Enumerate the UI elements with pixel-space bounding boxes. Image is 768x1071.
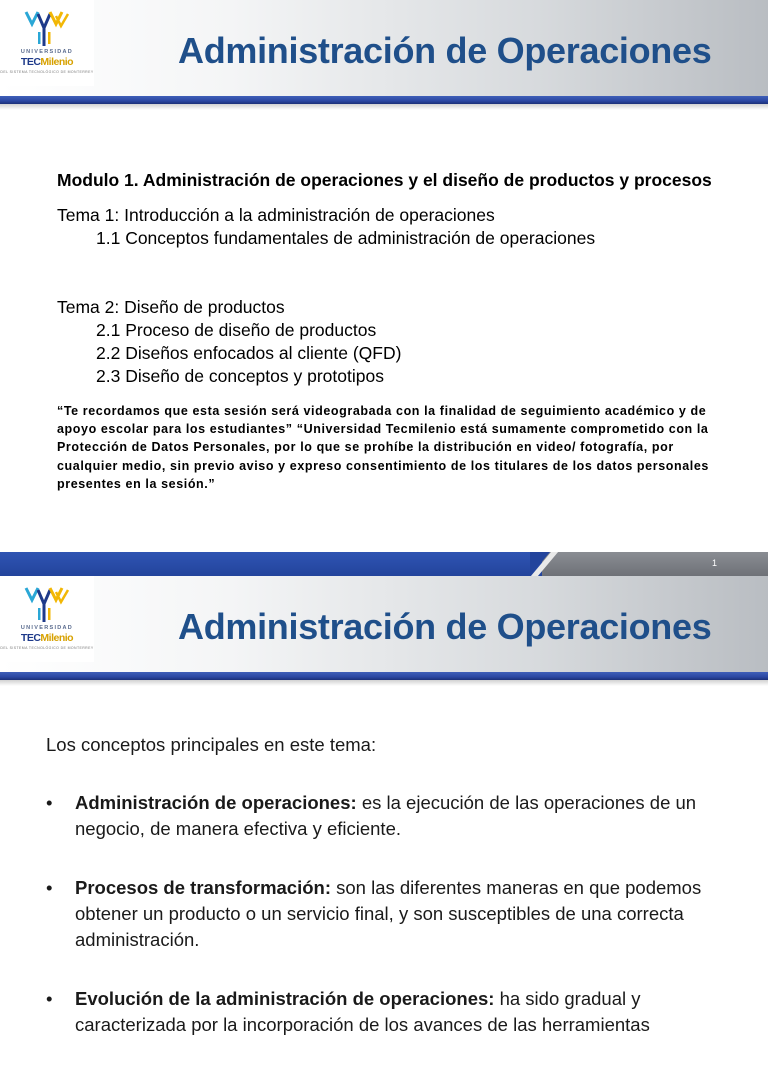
- slide-2: [0, 576, 768, 1035]
- topic-2-heading: Tema 2: Diseño de productos: [57, 297, 285, 317]
- logo-emblem-icon: [18, 586, 76, 624]
- logo-university-text: UNIVERSIDAD: [20, 625, 74, 631]
- header-shadow: [0, 104, 768, 110]
- footer-gray-band: [536, 552, 768, 576]
- bullet-dot: •: [46, 988, 53, 1009]
- privacy-notice: “Te recordamos que esta sesión será videograbada con la finalidad de seguimiento académico y de apoyo escolar para los estudiantes” “Universidad Tecmilenio está sumamente comprometido con la Protección de Datos Personales, por lo que se prohíbe la distribución en video/ fotografía, por cualquier medio, sin previo aviso y expreso consentimiento de los titulares de los datos personales presentes en la sesión.”: [57, 404, 709, 491]
- bullet-item: [46, 790, 736, 842]
- page-number: 1: [712, 558, 718, 568]
- bullet-text: son las diferentes maneras en que podemos obtener un producto o un servicio final, y son susceptibles de una correcta administración.: [75, 877, 702, 950]
- bullet-text: es la ejecución de las operaciones de un negocio, de manera efectiva y eficiente.: [75, 792, 697, 839]
- bullet-term: Administración de operaciones:: [75, 792, 357, 813]
- module-title: Modulo 1. Administración de operaciones y el diseño de productos y procesos: [57, 170, 712, 190]
- slide-title: Administración de Operaciones: [178, 30, 712, 71]
- topic-1-heading: Tema 1: Introducción a la administración de operaciones: [57, 205, 495, 225]
- bullet-dot: •: [46, 792, 53, 813]
- topic-1-item: 1.1 Conceptos fundamentales de administración de operaciones: [96, 228, 596, 248]
- footer-blue-band: [0, 552, 542, 576]
- logo-subtitle: DEL SISTEMA TECNOLÓGICO DE MONTERREY: [0, 646, 94, 650]
- logo-university-text: UNIVERSIDAD: [20, 49, 74, 55]
- topic-2-item: 2.3 Diseño de conceptos y prototipos: [96, 366, 384, 386]
- bullet-item: [46, 986, 736, 1038]
- topic-2-item: 2.1 Proceso de diseño de productos: [96, 320, 377, 340]
- bullet-text: ha sido gradual y caracterizada por la incorporación de los avances de las herramientas: [75, 988, 650, 1035]
- tecmilenio-logo: [0, 576, 94, 662]
- header-divider: [0, 96, 768, 104]
- intro-text: Los conceptos principales en este tema:: [46, 734, 377, 755]
- logo-name: TECMilenio: [20, 632, 74, 644]
- bullet-term: Procesos de transformación:: [75, 877, 331, 898]
- bullet-term: Evolución de la administración de operaciones:: [75, 988, 495, 1009]
- slide-content: [57, 169, 717, 493]
- slide-footer: [0, 552, 768, 576]
- header-shadow: [0, 680, 768, 686]
- logo-emblem-icon: [18, 10, 76, 48]
- logo-subtitle: DEL SISTEMA TECNOLÓGICO DE MONTERREY: [0, 70, 94, 74]
- bullet-item: [46, 875, 736, 953]
- header-divider: [0, 672, 768, 680]
- slide-title: Administración de Operaciones: [178, 606, 712, 647]
- logo-name: TECMilenio: [20, 56, 74, 68]
- bullet-dot: •: [46, 877, 53, 898]
- slide-content: [46, 732, 736, 1071]
- topic-2-item: 2.2 Diseños enfocados al cliente (QFD): [96, 343, 402, 363]
- tecmilenio-logo: [0, 0, 94, 86]
